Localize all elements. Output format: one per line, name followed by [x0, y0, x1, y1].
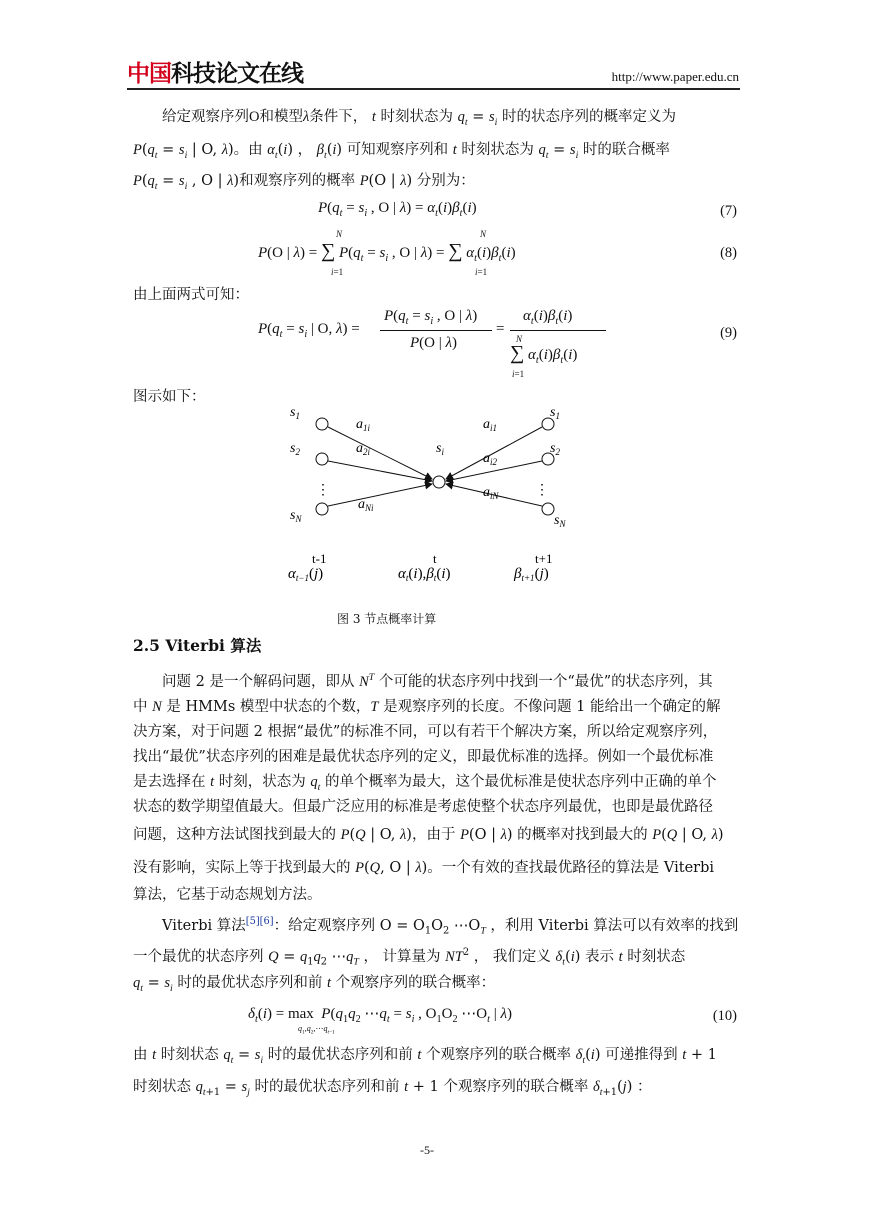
time-t+1: t+1 [535, 551, 553, 566]
body-line-7: 问题，这种方法试图找到最大的 P(Q | O, λ)，由于 P(O | λ) 的概率对找到最大的 P(Q | O, λ) [133, 827, 724, 843]
node-probability-figure [270, 398, 600, 598]
viterbi-line-3: $q_t = s_i$ 时的最优状态序列和前 t 个观察序列的联合概率： [133, 975, 496, 994]
recur-line-1: 由 t 时刻状态 $q_t = s_i$ 时的最优状态序列和前 t 个观察序列的联合概率 $\delta_t(i)$ 可递推得到 t + 1 [133, 1047, 717, 1066]
label-aiN: $a_{iN}$ [483, 485, 499, 501]
bottom-beta-next: $\beta_{t+1}(j)$ [514, 566, 549, 583]
left-node-n [316, 503, 328, 515]
bottom-alpha-prev: $\alpha_{t-1}(j)$ [288, 566, 324, 583]
label-left-s1: $s_1$ [290, 405, 300, 421]
max-subscript: $q_1,q_2,\cdots q_{t-1}$ [298, 1024, 335, 1036]
equation-10: $\delta_t(i) = \max P(q_1q_2$ $\cdots q_t = s_i$ , $O_1O_2$ $\cdots O_t$ | λ) [248, 1006, 512, 1025]
label-ai1: $a_{i1}$ [483, 417, 498, 433]
body-line-9: 算法，它基于动态规划方法。 [133, 887, 322, 903]
label-a2i: $a_{2i}$ [356, 441, 371, 457]
header-url[interactable]: http://www.paper.edu.cn [611, 69, 739, 84]
sum1-upper: N [336, 229, 343, 239]
body-line-3: 决方案，对于问题 2 根据“最优”的标准不同，可以有若干个解决方案，所以给定观察序列， [133, 724, 718, 740]
equation-7: $P(q_t = s_i$ , O | $\lambda) = \alpha_t(i)\beta_t(i)$ [318, 200, 477, 219]
equation-9-den1: P(O | λ) [410, 335, 458, 351]
viterbi-line-2: 一个最优的状态序列 $Q = q_1q_2$ $\cdots q_T$ ， 计算量为 $NT^2$ ， 我们定义 $\delta_t(i)$ 表示 t 时刻状态 [133, 947, 686, 968]
label-right-s2: $s_2$ [550, 441, 560, 457]
sum3-upper: N [516, 334, 523, 344]
label-left-s2: $s_2$ [290, 441, 300, 457]
recur-line-2: 时刻状态 $q_{t+1} = s_j$ 时的最优状态序列和前 t + 1 个观察序列的联合概率 $\delta_{t+1}(j)$ ： [133, 1079, 652, 1098]
equation-9-num2: $\alpha_t(i)\beta_t(i)$ [523, 308, 573, 327]
equation-7-number: (7) [720, 203, 737, 219]
equation-10-number: (10) [712, 1008, 737, 1024]
para2: 由上面两式可知： [133, 287, 249, 303]
para1-line3: $P(q_t = s_i$ , O | λ)和观察序列的概率 P(O | λ) 分别为： [133, 173, 475, 192]
para3: 图示如下： [133, 389, 206, 405]
equation-9-den2: ∑ $\alpha_t(i)\beta_t(i)$ [510, 342, 578, 366]
label-left-dots: ⋮ [316, 483, 330, 498]
label-left-sN: $s_N$ [290, 508, 302, 524]
edge-aNi [328, 484, 432, 506]
body-line-4: 找出“最优”状态序列的困难是最优状态序列的定义，即最优标准的选择。例如一个最优标准 [133, 749, 714, 765]
para1-line2: $P(q_t = s_i$ | O, λ)。由 $\alpha_t(i)$ ， $\beta_t(i)$ 可知观察序列和 t 时刻状态为 $q_t = s_i$ 时的联合概率 [133, 142, 670, 161]
body-line-6: 状态的数学期望值最大。但最广泛应用的标准是考虑使整个状态序列最优，也即是最优路径 [133, 799, 713, 815]
left-node-2 [316, 453, 328, 465]
right-node-n [542, 503, 554, 515]
fraction-bar-1 [380, 330, 492, 331]
body-line-1: 问题 2 是一个解码问题，即从 $N^T$ 个可能的状态序列中找到一个“最优”的状态序列，其 [162, 672, 713, 690]
viterbi-line-1: Viterbi 算法[5][6]：给定观察序列 $O = O_1O_2$ $\cdots O_T$ ，利用 Viterbi 算法可以有效率的找到 [162, 916, 739, 937]
fraction-bar-2 [510, 330, 606, 331]
left-node-1 [316, 418, 328, 430]
equation-9-lhs: $P(q_t = s_i$ | O, λ) = [258, 321, 360, 340]
label-right-sN: $s_N$ [554, 513, 566, 529]
time-t-1: t-1 [312, 551, 327, 566]
equation-8: P(O | λ) = ∑ $P(q_t = s_i$ , O | λ) = ∑ $\alpha_t(i)\beta_t(i)$ [258, 240, 516, 264]
bottom-alpha-beta: $\alpha_t(i),\beta_t(i)$ [398, 566, 451, 583]
time-t: t [433, 551, 437, 566]
label-a1i: $a_{1i}$ [356, 417, 371, 433]
label-center-si: $s_i$ [436, 441, 444, 457]
label-ai2: $a_{i2}$ [483, 451, 498, 467]
equation-9-num1: $P(q_t = s_i$ , O | λ) [384, 308, 478, 327]
figure-caption: 图 3 节点概率计算 [337, 612, 437, 626]
sum3-lower: i=1 [512, 369, 525, 379]
body-line-5: 是去选择在 t 时刻，状态为 $q_t$ 的单个概率为最大，这个最优标准是使状态序列中正确的单个 [133, 774, 717, 793]
body-line-8: 没有影响，实际上等于找到最大的 P(Q, O | λ)。一个有效的查找最优路径的算法是 Viterbi [133, 860, 715, 876]
equation-8-number: (8) [720, 245, 737, 261]
sum2-lower: i=1 [475, 267, 488, 277]
label-right-s1: $s_1$ [550, 405, 560, 421]
label-aNi: $a_{Ni}$ [358, 497, 374, 513]
sum1-lower: i=1 [331, 267, 344, 277]
equation-9-eq: = [496, 321, 505, 337]
page-number: -5- [420, 1143, 434, 1157]
equation-9-number: (9) [720, 325, 737, 341]
section-heading: 2.5 Viterbi 算法 [133, 636, 262, 655]
label-right-dots: ⋮ [535, 483, 549, 498]
sum2-upper: N [480, 229, 487, 239]
center-node [433, 476, 445, 488]
header-rule [127, 88, 740, 90]
body-line-2: 中 N 是 HMMs 模型中状态的个数，T 是观察序列的长度。不像问题 1 能给出一个确定的解 [133, 699, 721, 715]
site-logo: 中国科技论文在线 [127, 61, 303, 87]
para1-line1: 给定观察序列O和模型λ条件下， t 时刻状态为 $q_t = s_i$ 时的状态序列的概率定义为 [162, 109, 677, 128]
